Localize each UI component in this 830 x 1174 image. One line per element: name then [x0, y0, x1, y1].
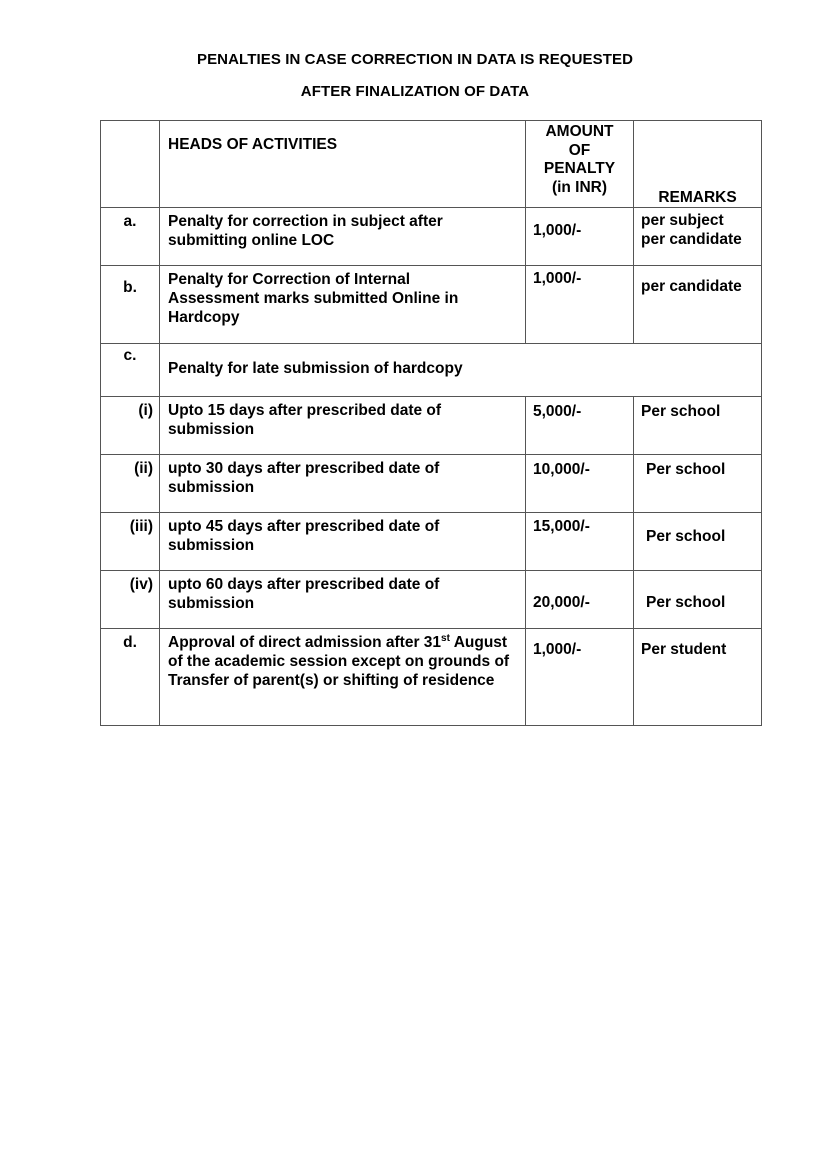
row-activity: upto 60 days after prescribed date of submission: [168, 576, 440, 612]
row-activity: [160, 629, 517, 690]
row-remarks: Per student: [641, 641, 727, 658]
row-index: (i): [138, 402, 153, 419]
header-amount: [526, 121, 633, 197]
row-remarks: [634, 208, 761, 249]
row-remarks: Per school: [646, 528, 726, 545]
header-remarks: REMARKS: [658, 189, 737, 206]
row-index: c.: [123, 347, 137, 364]
row-activity: Upto 15 days after prescribed date of submission: [168, 402, 442, 438]
table-row: [101, 266, 762, 344]
row-amount: 10,000/-: [533, 461, 590, 478]
row-amount: 1,000/-: [533, 270, 582, 287]
header-amount-cell: [526, 121, 634, 208]
row-activity-part1: Approval of direct admission after 31: [168, 634, 442, 651]
header-index-cell: [101, 121, 160, 208]
row-index: d.: [123, 634, 137, 651]
header-amount-line4: (in INR): [551, 178, 608, 196]
header-activities-cell: [160, 121, 526, 208]
document-title-line2: AFTER FINALIZATION OF DATA: [300, 83, 530, 100]
row-activity: Penalty for correction in subject after submitting online LOC: [168, 213, 443, 249]
document-title-line1: PENALTIES IN CASE CORRECTION IN DATA IS REQUESTED: [196, 51, 634, 68]
header-amount-line3: PENALTY: [543, 160, 616, 177]
penalties-table: [100, 120, 762, 726]
table-row: [101, 455, 762, 513]
table-row: [101, 208, 762, 266]
row-index: a.: [123, 213, 137, 230]
row-activity-part2: August of the academic session except on grounds of Transfer of parent(s) or shifting of residence: [168, 634, 510, 689]
row-remarks: Per school: [646, 594, 726, 611]
row-activity-superscript: st: [441, 632, 450, 644]
row-activity: Penalty for late submission of hardcopy: [168, 360, 463, 377]
row-activity: upto 45 days after prescribed date of submission: [168, 518, 440, 554]
table-row: [101, 397, 762, 455]
header-amount-line2: OF: [568, 141, 591, 159]
row-remarks-line2: per candidate: [641, 231, 742, 248]
table-row: [101, 571, 762, 629]
row-amount: 5,000/-: [533, 403, 582, 420]
row-remarks: per candidate: [641, 278, 742, 295]
table-header-row: [101, 121, 762, 208]
header-activities: HEADS OF ACTIVITIES: [168, 136, 338, 153]
row-index: (iii): [129, 518, 153, 535]
row-activity: upto 30 days after prescribed date of submission: [168, 460, 440, 496]
row-amount: 1,000/-: [533, 641, 582, 658]
table-row: [101, 344, 762, 397]
table-row: [101, 629, 762, 726]
row-index: (ii): [134, 460, 153, 477]
header-remarks-cell: [634, 121, 762, 208]
row-remarks: Per school: [641, 403, 721, 420]
row-remarks: Per school: [646, 461, 726, 478]
row-amount: 1,000/-: [533, 222, 582, 239]
row-amount: 15,000/-: [533, 518, 590, 535]
row-remarks-line1: per subject: [641, 212, 724, 229]
row-index: (iv): [129, 576, 153, 593]
row-amount: 20,000/-: [533, 594, 590, 611]
header-amount-line1: AMOUNT: [545, 123, 614, 140]
row-index: b.: [123, 279, 137, 296]
table-row: [101, 513, 762, 571]
row-activity: Penalty for Correction of Internal Assessment marks submitted Online in Hardcopy: [168, 271, 459, 326]
